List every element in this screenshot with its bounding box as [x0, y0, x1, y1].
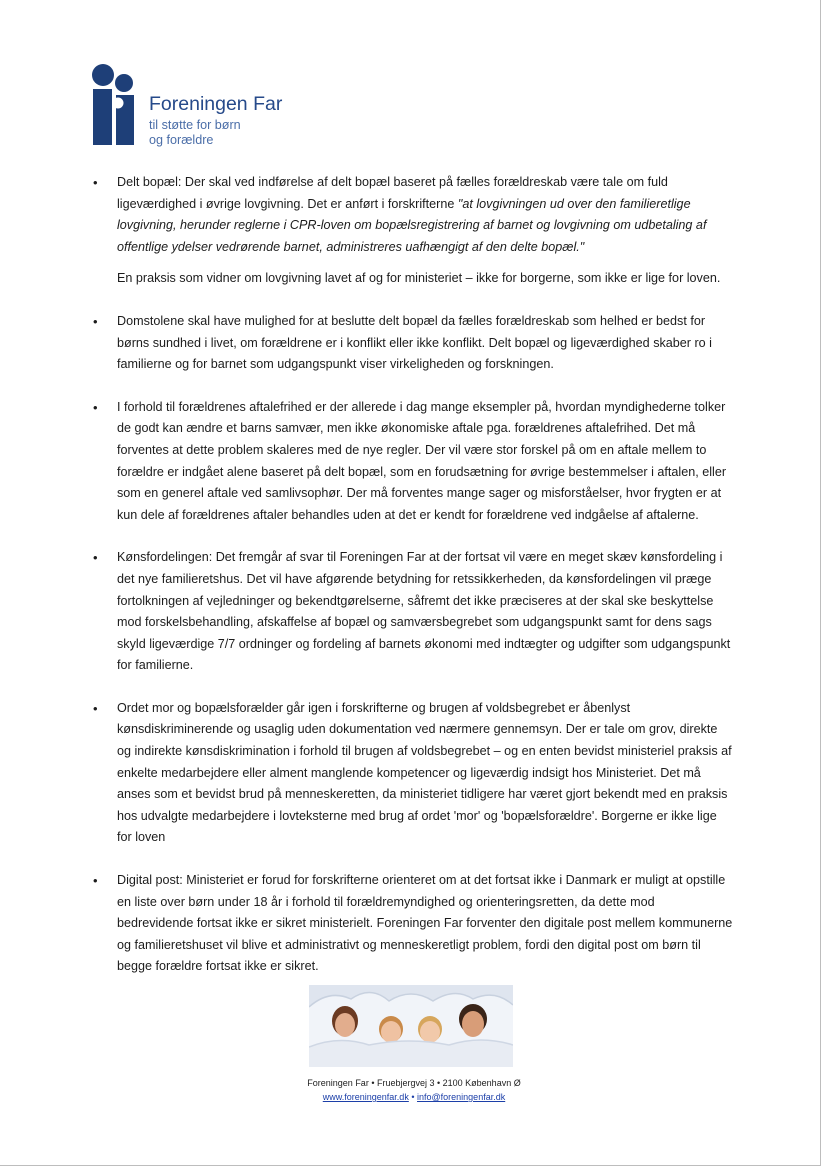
logo-tagline [149, 118, 241, 148]
bullet-text: • Ordet mor og bopælsforælder går igen i forskrifterne og brugen af voldsbegrebet er åbenlyst kønsdiskriminerende og usaglig uden dokumentation ved nærmere gennemsyn. Der er tale om grov, direkte og indirekte kønsdiskrimination i forhold til brugen af voldsbegrebet – og en enten bevidst ministeriel praksis af enkelte medarbejdere eller alment manglende kompetencer og ligeværdig indsigt hos Ministeriet. Det må anses som et bevidst brud på menneskeretten, da ministeriet tidligere har været gjort bekendt med en praksis hos udvalgte medarbejdere i lovteksterne med brug af ordet 'mor' og 'bopælsforældre'. Borgerne er ikke lige for loven [117, 700, 732, 845]
bullet-item-ordet-mor [93, 698, 733, 849]
footer-address: Foreningen Far • Fruebjergvej 3 • 2100 København Ø [307, 1078, 521, 1088]
letter-body [93, 172, 733, 978]
bullet-note: En praksis som vidner om lovgivning lavet af og for ministeriet – ikke for borgerne, som ikke er lige for loven. [117, 271, 721, 286]
bullet-item-digital-post [93, 870, 733, 978]
logo-name: Foreningen Far [149, 93, 283, 115]
bullet-text: • Digital post: Ministeriet er forud for forskrifterne orienteret om at det fortsat ikke i Danmark er muligt at opstille en liste over børn under 18 år i forhold til forældremyndighed og orienteringsretten, da dette mod bedrevidende fortsat ikke er sikret ministerielt. Foreningen Far forventer den digitale post mellem kommunerne og familieretshuset vil blive et administrativt og menneskeretligt problem, fordi den digital post om børn til begge forældre fortsat ikke er sikret. [117, 873, 733, 974]
bullet-paragraph [117, 172, 733, 258]
family-photo-illustration [309, 985, 513, 1067]
bullet-item-aftalefrihed [93, 397, 733, 527]
logo [90, 62, 350, 150]
bullet-item-konsfordeling [93, 547, 733, 677]
bullet-text: Delt bopæl: Der skal ved indførelse af delt bopæl baseret på fælles forældreskab være tale om fuld ligeværdighed i øvrige lovgivning. Det er anført i forskrifterne [117, 175, 668, 211]
logo-tagline-line-1: til støtte for børn [149, 118, 241, 132]
bullet-text: • I forhold til forældrenes aftalefrihed er der allerede i dag mange eksempler på, hvordan myndighederne tolker de godt kan ændre et barns samvær, men ikke økonomiske aftale pga. forældrenes aftalefrihed. Det må forventes at dette problem skaleres med de nye regler. Der vil være stor forskel på om en aftale mellem to forældre er indgået alene baseret på delt bopæl, som en forudsætning for øvrige bestemmelser i aftalen, eller som en generel aftale ved samlivsophør. Der må forventes mange sager og misforståelser, hvor frygten er at kun dele af forældrenes aftaler behandles uden at det er kendt for forældrene ved indgåelse af aftalerne. [117, 399, 727, 522]
bullet-quote: "at lovgivningen ud over den familieretlige lovgivning, herunder reglerne i CPR-loven om bopælsregistrering af barnet og lovgivning om udbetaling af offentlige ydelser vedrørende barnet, administreres uafhængigt af den delte bopæl." [117, 196, 707, 254]
logo-tagline-line-2: og forældre [149, 133, 214, 147]
family-photo [309, 985, 513, 1067]
bullet-text: • Kønsfordelingen: Det fremgår af svar til Foreningen Far at der fortsat vil være en meget skæv kønsfordeling i det nye familieretshus. Det vil have afgørende betydning for retssikkerheden, da kønsfordelingen vil præge fortolkningen af vejledninger og bekendtgørelserne, såfremt det ikke præciseres at der skal ske beskyttelse mod forskelsbehandling, afskaffelse af bopæl og samværsbegrebet som udgangspunkt samt for dens sags skyld ligeværdige 7/7 ordninger og fordeling af barnets økonomi med indtægter og udgifter som udgangspunkt for familierne. [117, 550, 731, 673]
email-link[interactable]: info@foreningenfar.dk [417, 1092, 506, 1102]
footer [0, 1076, 828, 1104]
bullet-item-domstolene [93, 311, 733, 376]
footer-links [0, 1090, 828, 1104]
bullet-item-delt-bopael [93, 172, 733, 290]
footer-separator: • [411, 1092, 415, 1102]
bullet-text: • Domstolene skal have mulighed for at beslutte delt bopæl da fælles forældreskab som helhed er bedst for børns sundhed i livet, om forældrene er i konflikt eller ikke konflikt. Delt bopæl og ligeværdighed skaber ro i familierne og for barnet som udgangspunkt viser virkeligheden og forskningen. [117, 313, 712, 372]
logo-figures-icon [90, 62, 146, 148]
website-link[interactable]: www.foreningenfar.dk [322, 1092, 409, 1102]
